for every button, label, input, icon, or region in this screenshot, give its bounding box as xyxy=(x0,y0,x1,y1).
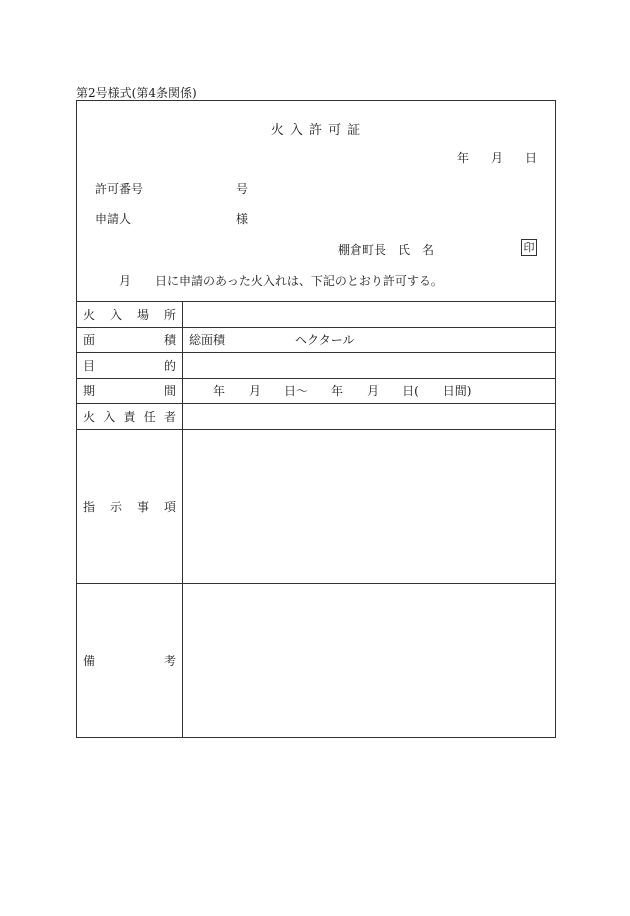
row-value-remarks xyxy=(183,583,556,737)
applicant-label: 申請人 xyxy=(95,212,132,226)
row-value-area xyxy=(183,327,556,353)
row-label-purpose: 目的 xyxy=(77,353,183,379)
table-row xyxy=(77,429,556,583)
row-label-responsible: 火入責任者 xyxy=(77,404,183,430)
period-start-year: 年 xyxy=(213,384,226,399)
permit-form xyxy=(76,100,556,738)
form-label: 第2号様式(第4条関係) xyxy=(76,86,197,100)
row-label-location: 火入場所 xyxy=(77,302,183,328)
table-row xyxy=(77,327,556,353)
period-start-day: 日～ xyxy=(284,384,309,399)
table-row xyxy=(77,353,556,379)
area-unit-label: ヘクタール xyxy=(295,333,355,348)
date-day-label: 日 xyxy=(524,151,537,165)
row-value-responsible xyxy=(183,404,556,430)
permit-statement: 月 日に申請のあった火入れは、下記のとおり許可する。 xyxy=(119,274,443,288)
permit-number-suffix: 号 xyxy=(236,182,249,196)
date-year-label: 年 xyxy=(456,151,469,165)
row-value-instructions xyxy=(183,429,556,583)
period-end-year: 年 xyxy=(331,384,344,399)
applicant-suffix: 様 xyxy=(236,212,249,226)
area-total-label: 総面積 xyxy=(189,333,226,348)
seal-mark: 印 xyxy=(521,239,537,256)
form-title: 火 入 許 可 証 xyxy=(270,123,362,138)
row-label-area: 面積 xyxy=(77,327,183,353)
table-row xyxy=(77,583,556,737)
issue-date xyxy=(457,149,537,166)
period-start-month: 月 xyxy=(249,384,262,399)
permit-number-label: 許可番号 xyxy=(95,182,144,196)
details-table xyxy=(76,301,556,738)
row-value-period xyxy=(183,378,556,404)
period-end-day: 日( xyxy=(402,384,419,399)
period-end-month: 月 xyxy=(367,384,380,399)
table-row xyxy=(77,404,556,430)
row-value-location xyxy=(183,302,556,328)
date-month-label: 月 xyxy=(490,151,503,165)
period-days: 日間) xyxy=(442,384,472,399)
table-row xyxy=(77,302,556,328)
row-value-purpose xyxy=(183,353,556,379)
row-label-period: 期間 xyxy=(77,378,183,404)
row-label-remarks: 備考 xyxy=(77,583,183,737)
table-row xyxy=(77,378,556,404)
row-label-instructions: 指示事項 xyxy=(77,429,183,583)
mayor-name-label: 棚倉町長 氏 名 xyxy=(338,243,435,257)
